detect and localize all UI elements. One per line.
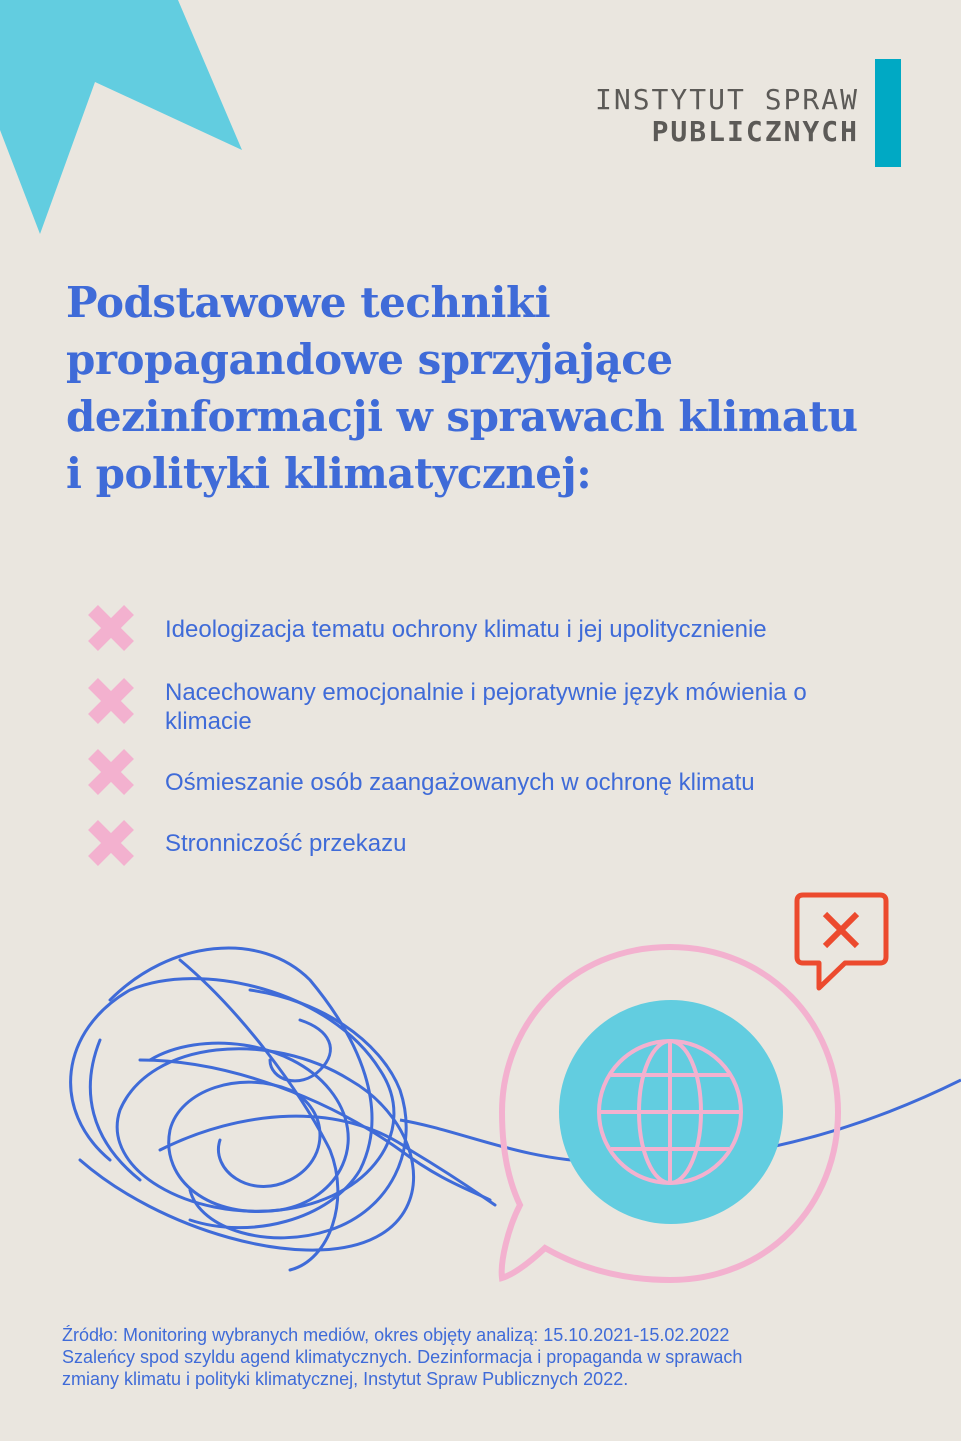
logo-line-2: PUBLICZNYCH — [651, 115, 859, 148]
pink-cross-icon — [88, 678, 134, 724]
title-line-2: propagandowe sprzyjające — [66, 335, 673, 384]
list-item-text: Stronniczość przekazu — [165, 830, 407, 857]
pink-cross-icon — [88, 749, 134, 795]
scribble-icon — [71, 948, 495, 1270]
logo-bar — [875, 59, 901, 167]
error-message-icon — [797, 895, 886, 988]
source-line-3: zmiany klimatu i polityki klimatycznej, Instytut Spraw Publicznych 2022. — [62, 1369, 629, 1389]
page-title — [66, 274, 866, 502]
pink-cross-icon — [88, 820, 134, 866]
title-line-4: i polityki klimatycznej: — [66, 449, 592, 498]
logo-line-1: INSTYTUT SPRAW — [594, 83, 859, 116]
title-line-3: dezinformacji w sprawach klimatu — [66, 392, 858, 441]
list-item-text: Nacechowany emocjonalnie i pejoratywnie język mówienia o klimacie — [165, 679, 807, 735]
source-line-1: Źródło: Monitoring wybranych mediów, okres objęty analizą: 15.10.2021-15.02.2022 — [62, 1325, 730, 1345]
globe-icon — [599, 1041, 741, 1183]
source-line-2: Szaleńcy spod szyldu agend klimatycznych. Dezinformacja i propaganda w sprawach — [62, 1347, 743, 1367]
list-item-text: Ośmieszanie osób zaangażowanych w ochronę klimatu — [165, 769, 755, 796]
list-item-text: Ideologizacja tematu ochrony klimatu i jej upolitycznienie — [165, 616, 767, 643]
pink-cross-icon — [88, 605, 134, 651]
logo-institute — [595, 84, 859, 148]
source-note — [62, 1324, 882, 1390]
illustration — [0, 880, 961, 1300]
title-line-1: Podstawowe techniki — [66, 278, 551, 327]
star-decoration-icon — [0, 0, 250, 240]
